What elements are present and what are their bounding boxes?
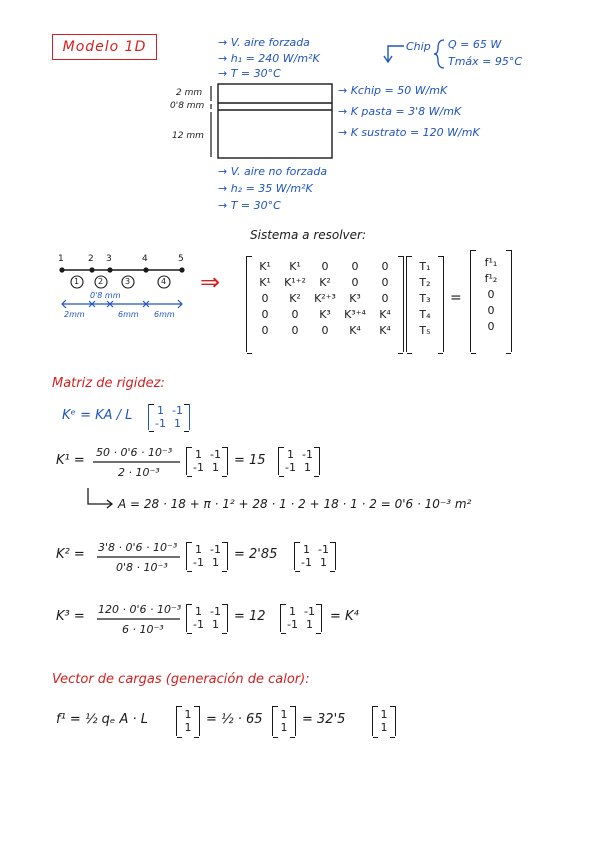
dim-12mm: 12 mm xyxy=(172,131,204,141)
k2r-1-0: -1 xyxy=(301,556,312,569)
rhs-grid xyxy=(474,256,508,333)
lv1-1: 1 xyxy=(184,721,192,734)
loads-eq-result: = 32'5 xyxy=(302,712,346,727)
k3m-1-1: 1 xyxy=(212,618,219,631)
m-2-4: 0 xyxy=(381,292,389,305)
k2-denominator: 0'8 · 10⁻³ xyxy=(116,561,168,574)
top-air-line-2: → h₁ = 240 W/m²K xyxy=(218,52,320,65)
element-label-4: 4 xyxy=(161,277,167,286)
k1-denominator: 2 · 10⁻³ xyxy=(118,466,160,479)
k1r-1-1: 1 xyxy=(304,461,311,474)
mesh-node-2 xyxy=(89,267,94,272)
k3m-1-0: -1 xyxy=(193,618,204,631)
system-heading: Sistema a resolver: xyxy=(250,228,367,242)
k2-numerator: 3'8 · 0'6 · 10⁻³ xyxy=(98,541,178,554)
implies-arrow: ⇒ xyxy=(200,268,221,296)
layer-substrate-label: → K sustrato = 120 W/mK xyxy=(338,126,480,139)
m-4-2: 0 xyxy=(321,324,329,337)
m-0-1: K¹ xyxy=(289,260,301,273)
lv3-0: 1 xyxy=(380,708,388,721)
m-3-3: K³⁺⁴ xyxy=(344,308,366,321)
m-3-1: 0 xyxy=(291,308,299,321)
m-2-1: K² xyxy=(289,292,301,305)
k3m-0-0: 1 xyxy=(195,605,202,618)
mesh-dim-top: 0'8 mm xyxy=(90,291,121,300)
k1m-0-1: -1 xyxy=(210,448,221,461)
loads-vec-3-grid xyxy=(376,708,392,734)
m-2-3: K³ xyxy=(349,292,361,305)
k2m-0-0: 1 xyxy=(195,543,202,556)
k2-result: = 2'85 xyxy=(234,547,278,562)
general-matrix-grid xyxy=(152,404,186,430)
mesh-node-label-3: 3 xyxy=(106,254,112,264)
m-4-3: K⁴ xyxy=(349,324,361,337)
dim-2mm: 2 mm xyxy=(176,88,203,98)
mesh-node-label-5: 5 xyxy=(178,254,184,264)
chip-tmax: Tmáx = 95°C xyxy=(448,55,523,68)
m-4-1: 0 xyxy=(291,324,299,337)
dim-08mm: 0'8 mm xyxy=(170,101,205,111)
k1-lhs: K¹ = xyxy=(56,453,85,468)
k2-matrix-grid xyxy=(190,543,224,569)
m-0-0: K¹ xyxy=(259,260,271,273)
k3-matrix-grid xyxy=(190,605,224,631)
lv3-1: 1 xyxy=(380,721,388,734)
k1r-0-1: -1 xyxy=(302,448,313,461)
k1m-1-1: 1 xyxy=(212,461,219,474)
loads-eq-mid: = ½ · 65 xyxy=(206,712,263,727)
k3r-1-1: 1 xyxy=(306,618,313,631)
mesh-node-3 xyxy=(107,267,112,272)
mesh-dim-a: 2mm xyxy=(64,310,85,319)
loads-vec-2-grid xyxy=(276,708,292,734)
top-air-line-3: → T = 30°C xyxy=(218,67,281,80)
lv2-0: 1 xyxy=(280,708,288,721)
lv1-0: 1 xyxy=(184,708,192,721)
k1m-0-0: 1 xyxy=(195,448,202,461)
k2r-0-0: 1 xyxy=(303,543,310,556)
k3-lhs: K³ = xyxy=(56,609,85,624)
m-1-4: 0 xyxy=(381,276,389,289)
k3-result: = 12 xyxy=(234,609,266,624)
m-3-0: 0 xyxy=(261,308,269,321)
k2m-0-1: -1 xyxy=(210,543,221,556)
mesh-node-label-2: 2 xyxy=(88,254,94,264)
mesh-node-1 xyxy=(59,267,64,272)
mesh-node-4 xyxy=(143,267,148,272)
m-1-2: K² xyxy=(319,276,331,289)
k1r-0-0: 1 xyxy=(287,448,294,461)
bottom-air-line-3: → T = 30°C xyxy=(218,199,281,212)
k1-result: = 15 xyxy=(234,453,266,468)
k2r-1-1: 1 xyxy=(320,556,327,569)
stiffness-heading: Matriz de rigidez: xyxy=(52,376,165,391)
layer-chip-label: → Kchip = 50 W/mK xyxy=(338,84,448,97)
gm-0-1: -1 xyxy=(172,404,183,417)
lv2-1: 1 xyxy=(280,721,288,734)
k3r-0-0: 1 xyxy=(289,605,296,618)
gm-1-1: 1 xyxy=(174,417,181,430)
element-label-3: 3 xyxy=(125,277,131,286)
t2: T₂ xyxy=(419,276,431,289)
k1-matrix-grid xyxy=(190,448,224,474)
loads-heading: Vector de cargas (generación de calor): xyxy=(52,672,310,687)
mesh-node-label-4: 4 xyxy=(142,254,148,264)
k2-result-grid xyxy=(298,543,332,569)
rhs-0: f¹₁ xyxy=(484,256,498,269)
m-0-3: 0 xyxy=(351,260,359,273)
m-0-2: 0 xyxy=(321,260,329,273)
loads-vec-1-grid xyxy=(180,708,196,734)
m-1-3: 0 xyxy=(351,276,359,289)
k3-result-grid xyxy=(284,605,318,631)
top-air-line-1: → V. aire forzada xyxy=(218,36,310,49)
system-equals: = xyxy=(450,290,462,306)
m-0-4: 0 xyxy=(381,260,389,273)
k2m-1-1: 1 xyxy=(212,556,219,569)
rhs-3: 0 xyxy=(487,304,495,317)
mesh-dim-c: 6mm xyxy=(154,310,175,319)
bottom-air-line-1: → V. aire no forzada xyxy=(218,165,328,178)
t3: T₃ xyxy=(419,292,431,305)
rhs-4: 0 xyxy=(487,320,495,333)
k3-numerator: 120 · 0'6 · 10⁻³ xyxy=(98,603,182,616)
mesh-node-label-1: 1 xyxy=(58,254,64,264)
element-label-1: 1 xyxy=(74,277,80,286)
m-3-2: K³ xyxy=(319,308,331,321)
k3-equals-k4: = K⁴ xyxy=(330,609,359,624)
k2m-1-0: -1 xyxy=(193,556,204,569)
gm-0-0: 1 xyxy=(157,404,164,417)
chip-q: Q = 65 W xyxy=(448,38,502,51)
m-1-0: K¹ xyxy=(259,276,271,289)
layer-stack xyxy=(218,84,332,158)
system-matrix-grid xyxy=(250,260,400,337)
page-title: Modelo 1D xyxy=(52,34,157,60)
loads-eq-lhs: f¹ = ½ qₑ A · L xyxy=(56,712,149,727)
k1-result-grid xyxy=(282,448,316,474)
chip-brace xyxy=(434,40,444,68)
k3r-1-0: -1 xyxy=(287,618,298,631)
t4: T₄ xyxy=(419,308,431,321)
m-1-1: K¹⁺² xyxy=(284,276,306,289)
k1r-1-0: -1 xyxy=(285,461,296,474)
k2r-0-1: -1 xyxy=(318,543,329,556)
layer-paste-label: → K pasta = 3'8 W/mK xyxy=(338,105,462,118)
k3r-0-1: -1 xyxy=(304,605,315,618)
m-2-2: K²⁺³ xyxy=(314,292,336,305)
m-4-0: 0 xyxy=(261,324,269,337)
rhs-1: f¹₂ xyxy=(484,272,498,285)
bottom-air-line-2: → h₂ = 35 W/m²K xyxy=(218,182,313,195)
mesh-dim-b: 6mm xyxy=(118,310,139,319)
gm-1-0: -1 xyxy=(155,417,166,430)
chip-label: Chip xyxy=(406,40,431,53)
k3m-0-1: -1 xyxy=(210,605,221,618)
mesh-node-5 xyxy=(179,267,184,272)
m-2-0: 0 xyxy=(261,292,269,305)
m-4-4: K⁴ xyxy=(379,324,391,337)
area-equation: A = 28 · 18 + π · 1² + 28 · 1 · 2 + 18 · 1 · 2 = 0'6 · 10⁻³ m² xyxy=(118,497,472,511)
rhs-2: 0 xyxy=(487,288,495,301)
m-3-4: K⁴ xyxy=(379,308,391,321)
t1: T₁ xyxy=(419,260,431,273)
k1-numerator: 50 · 0'6 · 10⁻³ xyxy=(96,446,173,459)
t5: T₅ xyxy=(419,324,431,337)
k1m-1-0: -1 xyxy=(193,461,204,474)
k2-lhs: K² = xyxy=(56,547,85,562)
stiffness-general: Kᵉ = KA / L xyxy=(62,408,133,423)
unknowns-grid xyxy=(410,260,440,337)
k3-denominator: 6 · 10⁻³ xyxy=(122,623,164,636)
element-label-2: 2 xyxy=(98,277,104,286)
